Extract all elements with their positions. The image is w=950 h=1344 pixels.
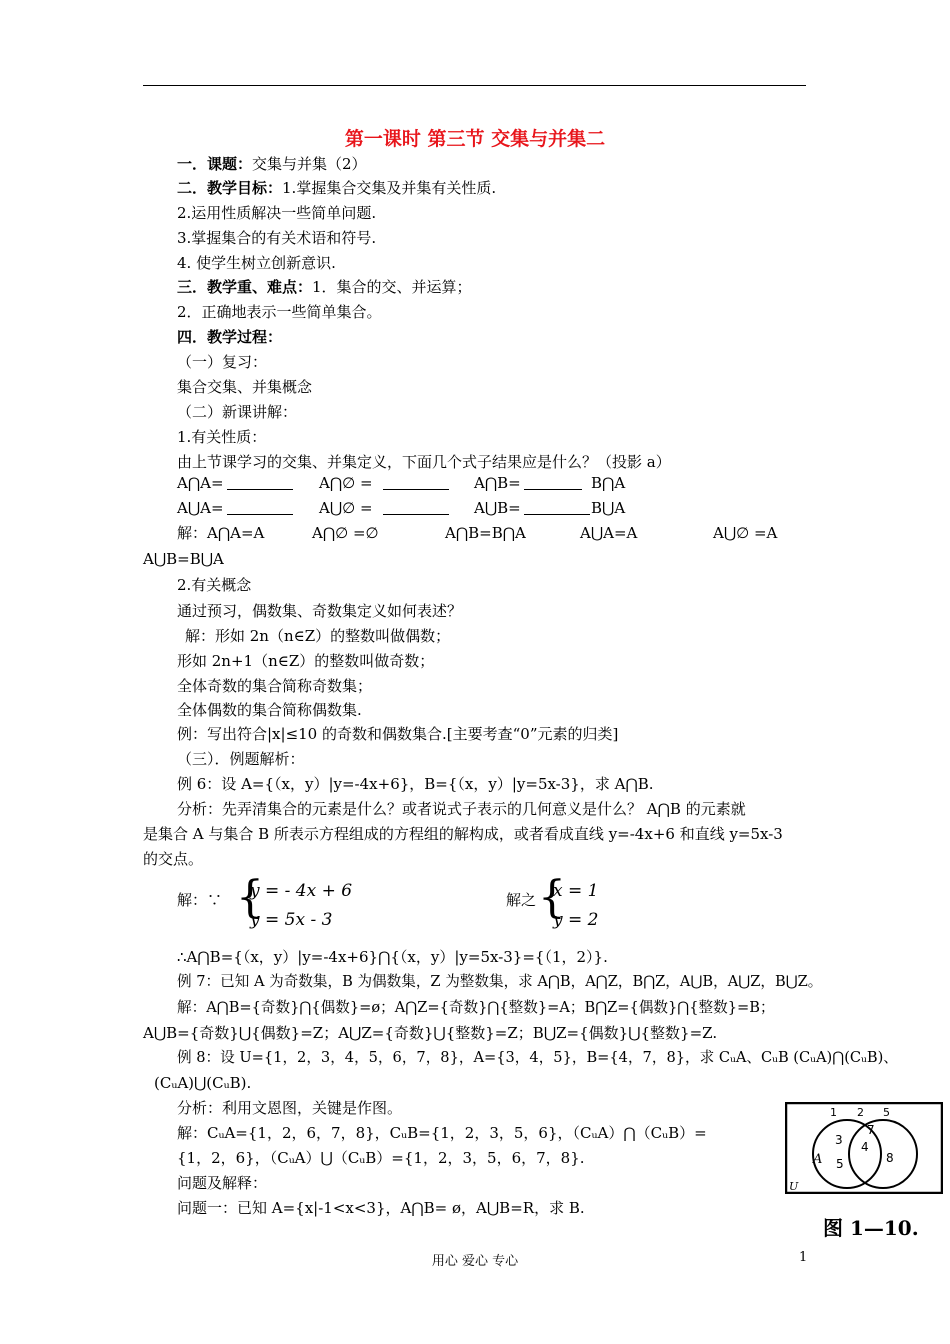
topic-heading: 一．课题： [177,155,253,173]
system-sol-x: x = 1 [553,881,599,901]
header-rule [143,85,806,86]
even-set-definition: 全体偶数的集合简称偶数集. [177,701,362,719]
expr-a-cap-empty: A⋂∅ = [319,474,373,492]
example-6: 例 6：设 A={（x，y）|y=-4x+6}，B={（x，y）|y=5x-3}，求 A⋂B. [177,775,654,793]
questions-heading: 问题及解释： [177,1174,268,1192]
venn-label-u: U [789,1180,799,1193]
question-1: 问题一：已知 A={x|-1<x<3}，A⋂B= ø，A⋃B=R，求 B. [177,1199,585,1217]
review-heading: （一）复习： [177,353,268,371]
venn-num-3: 3 [835,1133,843,1147]
venn-num-8: 8 [886,1151,894,1165]
blank-4 [227,500,293,515]
venn-diagram [785,1102,943,1194]
example-8-solution-2: {1，2，6}，（CᵤA）⋃（CᵤB）={1，2，3，5，6，7，8}. [177,1149,585,1167]
blank-3 [524,475,582,490]
expr-a-cup-empty: A⋃∅ = [319,499,373,517]
system-brace-1: { [236,872,264,923]
odd-definition: 形如 2n+1（n∈Z）的整数叫做奇数； [177,652,435,670]
venn-top-2: 2 [857,1106,864,1119]
goal-4: 4. 使学生树立创新意识. [177,254,336,272]
goals-heading: 二．教学目标： [177,179,283,197]
properties-question: 由上节课学习的交集、并集定义，下面几个式子结果应是什么？（投影 a） [177,453,671,471]
new-lesson-heading: （二）新课讲解： [177,403,298,421]
expr-a-cap-a: A⋂A= [177,474,224,492]
expr-b-cap-a: B⋂A [591,474,626,492]
venn-num-7: 7 [867,1123,875,1137]
example-6-analysis-1: 分析：先弄清集合的元素是什么？或者说式子表示的几何意义是什么？ A⋂B 的元素就 [177,800,746,818]
key-point-2: 2．正确地表示一些简单集合。 [177,303,382,321]
key-point-1: 1．集合的交、并运算； [312,278,472,296]
solution-1: 解：A⋂A=A [177,524,265,542]
solution-2: A⋂∅ =∅ [312,524,379,542]
venn-num-5: 5 [836,1157,844,1171]
lesson-topic [177,154,367,174]
expr-a-cap-b: A⋂B= [474,474,521,492]
solution-6: A⋃B=B⋃A [143,550,224,568]
odd-set-definition: 全体奇数的集合简称奇数集； [177,677,373,695]
example-8-analysis: 分析：利用文恩图，关键是作图。 [177,1099,403,1117]
goal-2: 2.运用性质解决一些简单问题. [177,204,377,222]
system-eq-2: y = 5x - 3 [250,910,333,930]
key-points [177,277,472,297]
system-eq-1: y = - 4x + 6 [250,881,353,901]
venn-num-4: 4 [861,1140,869,1154]
key-points-heading: 三．教学重、难点： [177,278,313,296]
concepts-question: 通过预习，偶数集、奇数集定义如何表述？ [177,602,463,620]
page-number: 1 [799,1250,808,1265]
solution-3: A⋂B=B⋂A [445,524,526,542]
properties-heading: 1.有关性质： [177,428,267,446]
venn-label-a: A [813,1152,823,1167]
page-title: 第一课时 第三节 交集与并集二 [344,128,606,150]
expr-a-cup-b: A⋃B= [474,499,521,517]
solve-label: 解之 [506,891,537,909]
examples-heading: （三）．例题解析： [177,750,305,768]
example-prompt: 例：写出符合|x|≤10 的奇数和偶数集合.[主要考查“0”元素的归类] [177,725,619,743]
expr-a-cup-a: A⋃A= [177,499,224,517]
example-6-result: ∴A⋂B={（x，y）|y=-4x+6}⋂{（x，y）|y=5x-3}={（1，2）}. [177,948,608,966]
figure-caption: 图 1—10. [823,1216,919,1240]
goal-3: 3.掌握集合的有关术语和符号. [177,229,377,247]
blank-1 [227,475,293,490]
example-7-solution-2: A⋃B={奇数}⋃{偶数}=Z；A⋃Z={奇数}⋃{整数}=Z；B⋃Z={偶数}⋃{整数}=Z. [143,1024,718,1042]
system-label: 解：∵ [177,891,223,909]
example-8: 例 8：设 U={1，2，3，4，5，6，7，8}，A={3，4，5}，B={4，7，8}，求 CᵤA、CᵤB (CᵤA)⋂(CᵤB)、 [177,1049,898,1066]
solution-5: A⋃∅ =A [713,524,778,542]
solution-4: A⋃A=A [580,524,638,542]
goal-1: 1.掌握集合交集及并集有关性质. [282,179,497,197]
blank-2 [383,475,449,490]
example-6-analysis-3: 的交点。 [143,850,204,868]
venn-top-5: 5 [883,1106,890,1119]
page-footer: 用心 爱心 专心 [431,1254,519,1269]
example-7-solution-1: 解：A⋂B={奇数}⋂{偶数}=ø；A⋂Z={奇数}⋂{整数}=A；B⋂Z={偶数}⋂{整数}=B； [177,999,775,1016]
system-brace-2: { [538,872,566,923]
process-heading: 四．教学过程： [177,328,283,346]
blank-6 [524,500,590,515]
venn-top-1: 1 [830,1106,837,1119]
review-text: 集合交集、并集概念 [177,378,313,396]
topic-text: 交集与并集（2） [252,155,367,173]
even-definition: 解：形如 2n（n∈Z）的整数叫做偶数； [185,627,451,645]
blank-5 [383,500,449,515]
example-8-solution-1: 解：CᵤA={1，2，6，7，8}，CᵤB={1，2，3，5，6}，（CᵤA）⋂（CᵤB）= [177,1124,707,1142]
concepts-heading: 2.有关概念 [177,576,252,594]
venn-circle-b [849,1120,917,1188]
teaching-goals [177,178,496,198]
expr-b-cup-a: B⋃A [591,499,626,517]
example-6-analysis-2: 是集合 A 与集合 B 所表示方程组成的方程组的解构成，或者看成直线 y=-4x+6 和直线 y=5x-3 [143,825,783,843]
example-7: 例 7：已知 A 为奇数集，B 为偶数集，Z 为整数集，求 A⋂B，A⋂Z，B⋂Z，A⋃B，A⋃Z，B⋃Z。 [177,973,823,990]
example-8-cont: (CᵤA)⋃(CᵤB). [154,1074,252,1092]
system-sol-y: y = 2 [553,910,599,930]
